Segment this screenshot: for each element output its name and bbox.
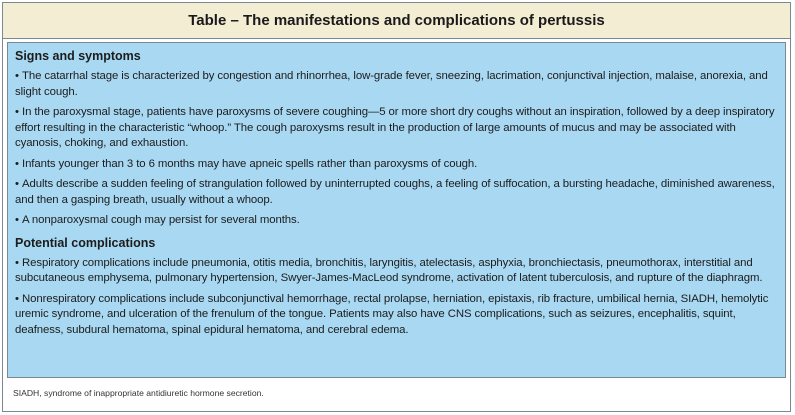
signs-symptoms-list [15,69,777,229]
section-heading-potential-complications: Potential complications [15,235,156,250]
list-item-text: Respiratory complications include pneumonia, otitis media, bronchitis, laryngitis, atelectasis, asphyxia, bronchiectasis, pneumothorax, interstitial and subcutaneous emphysema, pulmonary hypertension, Swyer-James-MacLeod syndrome, activation of latent tuberculosis, and rupture of the diaphragm. [15,256,763,284]
list-item [15,105,777,152]
list-item [15,292,777,339]
bullet-icon: • [15,178,19,190]
list-item [15,69,777,100]
list-item-text: Adults describe a sudden feeling of strangulation followed by uninterrupted coughs, a feeling of suffocation, a bursting headache, diminished awareness, and then a gasping breath, usually without a whoop. [15,178,775,206]
complications-list [15,256,777,339]
table-body [7,42,786,378]
table-footnote: SIADH, syndrome of inappropriate antidiuretic hormone secretion. [13,388,264,398]
list-item [15,177,777,208]
table-title: Table – The manifestations and complications of pertussis [3,3,790,39]
bullet-icon: • [15,256,19,269]
list-item-text: A nonparoxysmal cough may persist for several months. [22,214,300,226]
list-item [15,256,777,287]
list-item-text: Nonrespiratory complications include subconjunctival hemorrhage, rectal prolapse, herniation, epistaxis, rib fracture, umbilical hernia, SIADH, hemolytic uremic syndrome, and ulceration of the frenulum of the tongue. Patients may also have CNS complications, such as seizures, encephalitis, squint, deafness, subdural hematoma, spinal epidural hematoma, and cerebral edema. [15,292,769,336]
pertussis-table [2,2,791,412]
list-item-text: Infants younger than 3 to 6 months may have apneic spells rather than paroxysms of cough. [22,157,478,170]
list-item [15,157,777,173]
section-heading-signs-symptoms: Signs and symptoms [15,49,141,63]
bullet-icon: • [15,157,19,170]
list-item-text: The catarrhal stage is characterized by congestion and rhinorrhea, low-grade fever, sneezing, lacrimation, conjunctival injection, malaise, anorexia, and slight cough. [15,70,768,98]
bullet-icon: • [15,214,19,226]
list-item [15,213,777,229]
list-item-text: In the paroxysmal stage, patients have paroxysms of severe coughing—5 or more short dry coughs without an inspiration, followed by a deep inspiratory effort resulting in the characteristic “whoop.” The cough paroxysms result in the production of large amounts of mucus and may be associated with cyanosis, choking, and exhaustion. [15,106,775,149]
bullet-icon: • [15,106,19,118]
bullet-icon: • [15,292,19,305]
bullet-icon: • [15,70,19,82]
